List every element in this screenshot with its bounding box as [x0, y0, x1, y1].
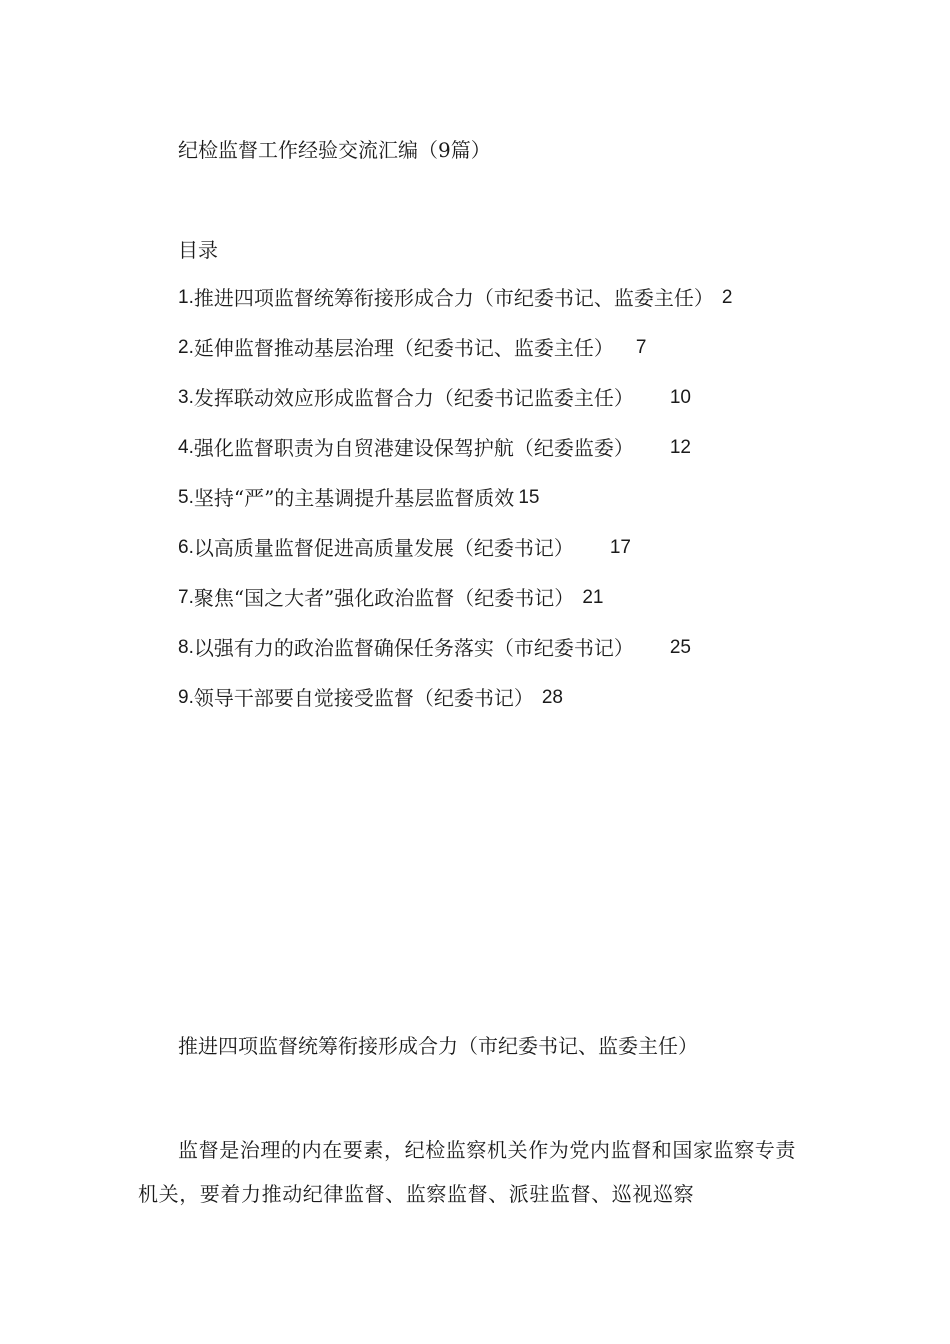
toc-heading: 目录	[178, 238, 218, 262]
toc-entry-title: 以强有力的政治监督确保任务落实（市纪委书记）	[193, 636, 634, 660]
toc-entry-number: 7.	[178, 587, 194, 608]
toc-entry-7[interactable]	[178, 584, 732, 634]
toc-entry-page: 25	[669, 637, 691, 658]
toc-entry-page: 17	[609, 537, 631, 558]
toc-entry-4[interactable]	[178, 434, 732, 484]
toc-entry-5[interactable]	[178, 484, 732, 534]
section-title: 推进四项监督统筹衔接形成合力（市纪委书记、监委主任）	[178, 1034, 698, 1058]
toc-entry-9[interactable]	[178, 684, 732, 734]
toc-entry-title: 坚持“严”的主基调提升基层监督质效	[193, 486, 515, 510]
toc-entry-title: 领导干部要自觉接受监督（纪委书记）	[193, 686, 534, 710]
toc-entry-8[interactable]	[178, 634, 732, 684]
toc-entry-title: 延伸监督推动基层治理（纪委书记、监委主任）	[193, 336, 614, 360]
body-paragraph: 监督是治理的内在要素，纪检监察机关作为党内监督和国家监察专责机关，要着力推动纪律监督、监察监督、派驻监督、巡视巡察	[138, 1138, 796, 1206]
toc-entry-page: 21	[582, 587, 604, 608]
toc-entry-number: 3.	[178, 387, 194, 408]
toc-entry-page: 15	[518, 487, 540, 508]
toc-entry-number: 9.	[178, 687, 194, 708]
toc-entry-title: 聚焦“国之大者”强化政治监督（纪委书记）	[193, 586, 575, 610]
toc-entry-number: 2.	[178, 337, 194, 358]
toc-entry-2[interactable]	[178, 334, 732, 384]
toc-entry-page: 12	[669, 437, 691, 458]
document-title: 纪检监督工作经验交流汇编（9篇）	[178, 138, 491, 162]
table-of-contents	[178, 284, 732, 734]
toc-entry-page: 7	[635, 337, 647, 358]
toc-entry-6[interactable]	[178, 534, 732, 584]
toc-entry-number: 4.	[178, 437, 194, 458]
toc-entry-title: 强化监督职责为自贸港建设保驾护航（纪委监委）	[193, 436, 634, 460]
toc-entry-number: 8.	[178, 637, 194, 658]
toc-entry-number: 5.	[178, 487, 194, 508]
toc-entry-page: 2	[721, 287, 733, 308]
toc-entry-page: 28	[541, 687, 563, 708]
toc-entry-title: 推进四项监督统筹衔接形成合力（市纪委书记、监委主任）	[193, 286, 714, 310]
toc-entry-number: 6.	[178, 537, 194, 558]
toc-entry-title: 发挥联动效应形成监督合力（纪委书记监委主任）	[193, 386, 634, 410]
toc-entry-3[interactable]	[178, 384, 732, 434]
toc-entry-1[interactable]	[178, 284, 732, 334]
toc-entry-page: 10	[669, 387, 691, 408]
toc-entry-title: 以高质量监督促进高质量发展（纪委书记）	[193, 536, 574, 560]
toc-entry-number: 1.	[178, 287, 194, 308]
